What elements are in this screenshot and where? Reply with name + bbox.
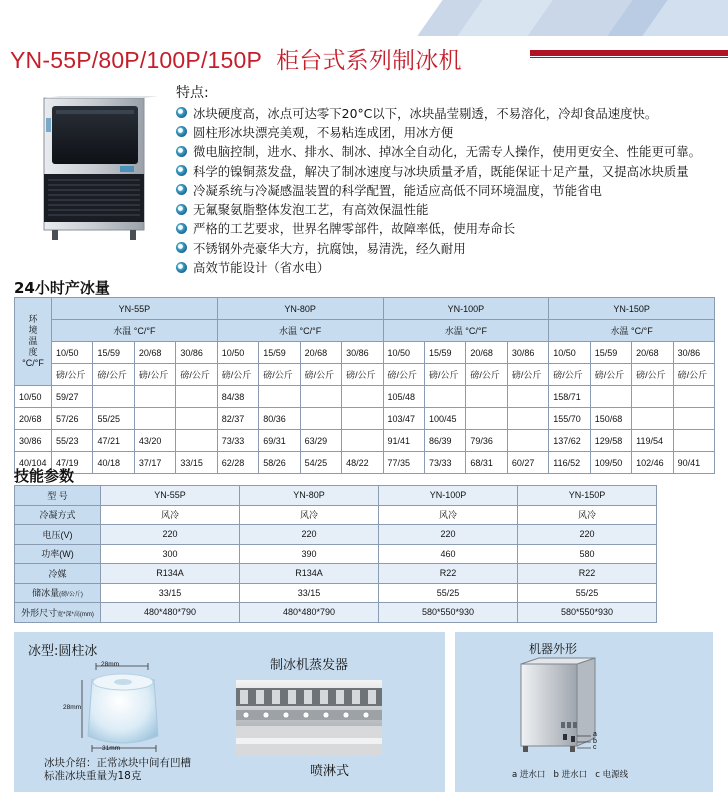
unit-cell: 磅/公斤 <box>632 364 673 386</box>
ice-dim-top: 28mm <box>101 661 120 668</box>
spec-label-sub: 宽*深*高(mm) <box>57 611 94 618</box>
feature-item <box>176 122 728 141</box>
feature-item <box>176 142 728 161</box>
exterior-title: 机器外形 <box>529 642 578 656</box>
ice-cube-image <box>68 660 178 756</box>
feature-item <box>176 161 728 180</box>
spec-value: R22 <box>518 564 657 584</box>
ice-note-line2: 标准冰块重量为18克 <box>44 770 142 782</box>
spec-value: YN-80P <box>240 486 379 506</box>
output-cell: 100/45 <box>424 408 465 430</box>
table-row <box>15 525 657 545</box>
spec-value: 580*550*930 <box>379 603 518 623</box>
output-cell <box>507 408 548 430</box>
output-cell: 40/18 <box>93 452 134 474</box>
callout-b: b <box>593 737 597 745</box>
spec-value: 风冷 <box>518 505 657 525</box>
unit-cell: 磅/公斤 <box>507 364 548 386</box>
unit-cell: 磅/公斤 <box>383 364 424 386</box>
model-title: YN-55P/80P/100P/150P <box>10 47 263 73</box>
output-cell <box>342 386 383 408</box>
water-temp-cell: 20/68 <box>632 342 673 364</box>
water-temp-cell: 20/68 <box>466 342 507 364</box>
spec-label: 外形尺寸 <box>21 607 58 618</box>
spec-value: 风冷 <box>101 505 240 525</box>
spec-label: 储冰量 <box>32 588 60 599</box>
feature-text: 严格的工艺要求，世界名牌零部件，故障率低，使用寿命长 <box>193 221 516 237</box>
spec-label-cell <box>15 603 101 623</box>
env-temp-header-line: 境 <box>28 325 38 335</box>
unit-cell: 磅/公斤 <box>466 364 507 386</box>
output-cell: 116/52 <box>549 452 590 474</box>
output-cell <box>259 386 300 408</box>
table-row <box>15 505 657 525</box>
feature-text: 科学的镍铜蒸发盘，解决了制冰速度与冰块质量矛盾，既能保证十足产量，又提高冰块质量 <box>193 163 689 179</box>
water-temp-cell: 10/50 <box>383 342 424 364</box>
output-cell <box>507 386 548 408</box>
features-title: 特点: <box>176 85 209 101</box>
output-cell <box>300 408 341 430</box>
output-cell: 105/48 <box>383 386 424 408</box>
output-cell: 43/20 <box>134 430 175 452</box>
spec-value: R134A <box>101 564 240 584</box>
output-cell <box>424 386 465 408</box>
spec-value: YN-100P <box>379 486 518 506</box>
water-temp-label: 水温 °C/°F <box>217 320 383 342</box>
output-cell: 158/71 <box>549 386 590 408</box>
output-cell: 82/37 <box>217 408 258 430</box>
model-header: YN-100P <box>383 298 549 320</box>
spec-value: 220 <box>240 525 379 545</box>
output-cell: 90/41 <box>673 452 714 474</box>
feature-item <box>176 180 728 199</box>
output-cell <box>673 408 714 430</box>
title-rule-thin <box>530 57 728 58</box>
table-row <box>15 603 657 623</box>
spec-label-cell <box>15 525 101 545</box>
production-title: 24小时产冰量 <box>14 279 110 297</box>
model-header: YN-55P <box>52 298 218 320</box>
spec-value: 390 <box>240 544 379 564</box>
output-cell: 47/21 <box>93 430 134 452</box>
unit-cell: 磅/公斤 <box>259 364 300 386</box>
feature-text: 冷凝系统与冷凝感温装置的科学配置，能适应高低不同环境温度，节能省电 <box>193 182 602 198</box>
callout-a: a <box>593 731 597 738</box>
production-table <box>14 297 715 474</box>
bullet-icon <box>176 242 187 253</box>
output-cell <box>93 386 134 408</box>
spec-value: R22 <box>379 564 518 584</box>
feature-text: 高效节能设计（省水电） <box>193 260 330 276</box>
spec-value: 220 <box>518 525 657 545</box>
spec-value: 220 <box>379 525 518 545</box>
spec-label-cell <box>15 505 101 525</box>
output-cell: 79/36 <box>466 430 507 452</box>
output-cell: 55/23 <box>52 430 93 452</box>
table-row <box>15 486 657 506</box>
spec-value: 460 <box>379 544 518 564</box>
output-cell <box>466 386 507 408</box>
bullet-icon <box>176 223 187 234</box>
water-temp-cell: 10/50 <box>549 342 590 364</box>
bullet-icon <box>176 262 187 273</box>
output-cell: 80/36 <box>259 408 300 430</box>
top-decoration <box>0 0 728 36</box>
water-temp-cell: 10/50 <box>217 342 258 364</box>
legend-key-a: a <box>512 770 518 780</box>
unit-cell: 磅/公斤 <box>549 364 590 386</box>
unit-cell: 磅/公斤 <box>134 364 175 386</box>
bullet-icon <box>176 184 187 195</box>
output-cell: 58/26 <box>259 452 300 474</box>
output-cell <box>134 408 175 430</box>
bullet-icon <box>176 107 187 118</box>
output-cell: 119/54 <box>632 430 673 452</box>
output-cell <box>134 386 175 408</box>
output-cell: 77/35 <box>383 452 424 474</box>
water-temp-cell: 20/68 <box>134 342 175 364</box>
output-cell: 33/15 <box>176 452 217 474</box>
output-cell <box>673 386 714 408</box>
env-temp-header <box>15 298 52 386</box>
spec-value: YN-55P <box>101 486 240 506</box>
exterior-callouts <box>593 732 597 752</box>
output-cell: 129/58 <box>590 430 631 452</box>
output-cell: 73/33 <box>217 430 258 452</box>
feature-text: 无氟聚氨脂整体发泡工艺，有高效保温性能 <box>193 202 429 218</box>
table-row <box>15 408 715 430</box>
output-cell <box>590 386 631 408</box>
unit-cell: 磅/公斤 <box>176 364 217 386</box>
spec-label-cell <box>15 486 101 506</box>
output-cell <box>300 386 341 408</box>
water-temp-label: 水温 °C/°F <box>549 320 715 342</box>
output-cell: 137/62 <box>549 430 590 452</box>
evaporator-title: 制冰机蒸发器 <box>270 658 349 673</box>
feature-item <box>176 238 728 257</box>
features-list <box>176 103 728 277</box>
spec-label-cell <box>15 544 101 564</box>
env-temp-header-line: °C/°F <box>22 358 44 368</box>
water-temp-label: 水温 °C/°F <box>383 320 549 342</box>
bullet-icon <box>176 204 187 215</box>
env-temp-header-line: 环 <box>28 314 38 324</box>
water-temp-cell: 15/59 <box>590 342 631 364</box>
spec-label: 冷凝方式 <box>39 510 76 521</box>
spec-label: 型 号 <box>47 490 68 501</box>
water-temp-label: 水温 °C/°F <box>52 320 218 342</box>
water-temp-cell: 15/59 <box>259 342 300 364</box>
spec-label: 功率(W) <box>41 549 74 560</box>
ice-dim-bottom: 31mm <box>102 745 121 752</box>
output-cell <box>342 430 383 452</box>
ice-type-label: 冰型:圆柱冰 <box>28 644 98 659</box>
output-cell <box>466 408 507 430</box>
spec-label-cell <box>15 583 101 603</box>
legend-text-c: 电源线 <box>602 770 629 780</box>
feature-text: 冰块硬度高，冰点可达零下20°C以下，冰块晶莹剔透，不易溶化，冷却食品速度快。 <box>193 105 658 121</box>
spec-value: 风冷 <box>240 505 379 525</box>
output-cell: 55/25 <box>93 408 134 430</box>
spec-value: 580 <box>518 544 657 564</box>
output-cell: 48/22 <box>342 452 383 474</box>
spec-label: 电压(V) <box>42 529 73 540</box>
feature-item <box>176 219 728 238</box>
unit-cell: 磅/公斤 <box>93 364 134 386</box>
table-row <box>15 564 657 584</box>
env-temp-cell: 40/104 <box>15 452 52 474</box>
env-temp-header-line: 温 <box>28 336 38 346</box>
model-header: YN-150P <box>549 298 715 320</box>
env-temp-cell: 30/86 <box>15 430 52 452</box>
output-cell: 63/29 <box>300 430 341 452</box>
output-cell <box>176 408 217 430</box>
specs-title: 技能参数 <box>14 467 75 485</box>
table-row <box>15 583 657 603</box>
specs-table <box>14 485 657 623</box>
bullet-icon <box>176 165 187 176</box>
output-cell: 68/31 <box>466 452 507 474</box>
feature-text: 微电脑控制，进水、排水、制冰、掉冰全自动化，无需专人操作，使用更安全、性能更可靠。 <box>193 144 702 160</box>
output-cell: 37/17 <box>134 452 175 474</box>
bullet-icon <box>176 146 187 157</box>
table-row <box>15 452 715 474</box>
legend-key-b: b <box>553 770 559 780</box>
output-cell <box>632 408 673 430</box>
model-header: YN-80P <box>217 298 383 320</box>
spec-value: 33/15 <box>101 583 240 603</box>
spec-value: 55/25 <box>379 583 518 603</box>
table-row <box>15 544 657 564</box>
output-cell: 59/27 <box>52 386 93 408</box>
output-cell: 60/27 <box>507 452 548 474</box>
output-cell <box>507 430 548 452</box>
spec-value: 480*480*790 <box>240 603 379 623</box>
evaporator-image <box>236 680 382 756</box>
output-cell: 103/47 <box>383 408 424 430</box>
spec-value: 580*550*930 <box>518 603 657 623</box>
water-temp-cell: 10/50 <box>52 342 93 364</box>
spec-label-sub: (磅/公斤) <box>59 592 83 599</box>
table-row <box>15 386 715 408</box>
exterior-legend <box>512 768 628 780</box>
output-cell: 86/39 <box>424 430 465 452</box>
water-temp-cell: 30/86 <box>176 342 217 364</box>
feature-item <box>176 199 728 218</box>
output-cell <box>673 430 714 452</box>
output-cell: 109/50 <box>590 452 631 474</box>
unit-cell: 磅/公斤 <box>300 364 341 386</box>
water-temp-cell: 30/86 <box>673 342 714 364</box>
callout-c: c <box>593 744 597 751</box>
page-title <box>10 42 462 75</box>
output-cell: 102/46 <box>632 452 673 474</box>
output-cell: 62/28 <box>217 452 258 474</box>
output-cell <box>176 386 217 408</box>
spec-value: R134A <box>240 564 379 584</box>
water-temp-cell: 30/86 <box>342 342 383 364</box>
feature-item <box>176 103 728 122</box>
series-title: 柜台式系列制冰机 <box>276 48 462 74</box>
bullet-icon <box>176 126 187 137</box>
legend-text-a: 进水口 <box>519 770 546 780</box>
spec-label-cell <box>15 564 101 584</box>
water-temp-cell: 20/68 <box>300 342 341 364</box>
output-cell: 91/41 <box>383 430 424 452</box>
output-cell <box>176 430 217 452</box>
env-temp-header-line: 度 <box>28 347 38 357</box>
spec-value: 480*480*790 <box>101 603 240 623</box>
water-temp-cell: 15/59 <box>424 342 465 364</box>
output-cell: 69/31 <box>259 430 300 452</box>
ice-dim-side: 28mm <box>63 704 82 711</box>
evaporator-caption: 喷淋式 <box>310 764 350 779</box>
unit-cell: 磅/公斤 <box>217 364 258 386</box>
spec-value: 33/15 <box>240 583 379 603</box>
spec-value: 300 <box>101 544 240 564</box>
spec-value: YN-150P <box>518 486 657 506</box>
output-cell: 54/25 <box>300 452 341 474</box>
unit-cell: 磅/公斤 <box>424 364 465 386</box>
env-temp-cell: 10/50 <box>15 386 52 408</box>
ice-note-line1: 冰块介绍：正常冰块中间有凹槽 <box>44 757 191 769</box>
feature-item <box>176 257 728 276</box>
water-temp-cell: 30/86 <box>507 342 548 364</box>
output-cell: 57/26 <box>52 408 93 430</box>
output-cell <box>632 386 673 408</box>
ice-machine-image <box>30 96 158 242</box>
output-cell: 155/70 <box>549 408 590 430</box>
unit-cell: 磅/公斤 <box>52 364 93 386</box>
title-rule <box>530 50 728 56</box>
feature-text: 圆柱形冰块漂亮美观，不易粘连成团，用冰方便 <box>193 124 454 140</box>
output-cell: 73/33 <box>424 452 465 474</box>
output-cell: 150/68 <box>590 408 631 430</box>
exterior-machine-image <box>515 656 605 756</box>
spec-label: 冷媒 <box>48 568 67 579</box>
table-row <box>15 430 715 452</box>
legend-text-b: 进水口 <box>561 770 588 780</box>
spec-value: 220 <box>101 525 240 545</box>
output-cell <box>342 408 383 430</box>
water-temp-cell: 15/59 <box>93 342 134 364</box>
feature-text: 不锈钢外壳豪华大方，抗腐蚀，易清洗，经久耐用 <box>193 240 466 256</box>
unit-cell: 磅/公斤 <box>342 364 383 386</box>
output-cell: 47/19 <box>52 452 93 474</box>
unit-cell: 磅/公斤 <box>590 364 631 386</box>
unit-cell: 磅/公斤 <box>673 364 714 386</box>
spec-value: 55/25 <box>518 583 657 603</box>
env-temp-cell: 20/68 <box>15 408 52 430</box>
output-cell: 84/38 <box>217 386 258 408</box>
legend-key-c: c <box>595 770 600 780</box>
ice-note <box>44 757 191 783</box>
spec-value: 风冷 <box>379 505 518 525</box>
